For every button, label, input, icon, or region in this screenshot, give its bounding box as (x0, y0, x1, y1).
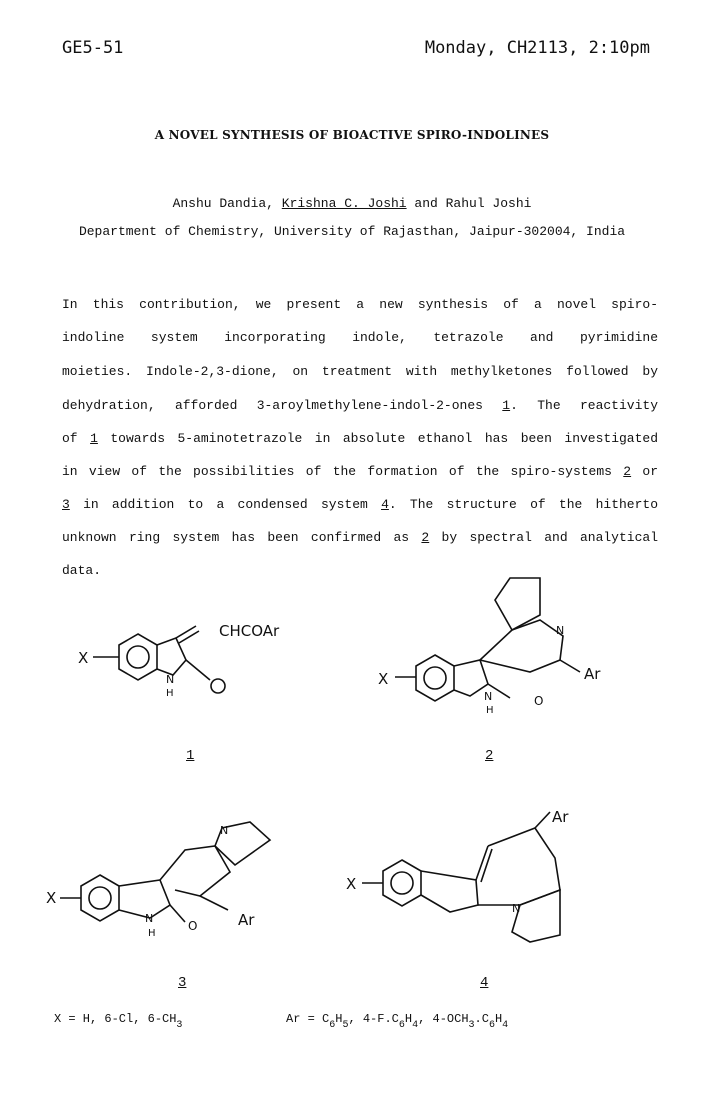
abstract-code: GE5-51 (62, 38, 124, 58)
compound-number: 2 (485, 748, 494, 764)
text: by spectral and analytical (429, 530, 658, 545)
abstract-line: In this contribution, we present a new synthesis of a novel spiro- (62, 297, 658, 312)
subscript: 4 (412, 1020, 419, 1031)
text: H (335, 1012, 343, 1026)
x-label: X (346, 875, 357, 893)
x-definition (54, 1012, 182, 1031)
text: dehydration, afforded 3-aroylmethylene-indol-2-ones (62, 398, 503, 413)
text: H (494, 1012, 503, 1026)
compound-ref: 2 (421, 530, 430, 545)
h-label: H (486, 705, 494, 716)
compound-ref: 3 (62, 497, 70, 512)
compound-number: 3 (178, 975, 187, 991)
n-label: N (220, 824, 229, 837)
author: Anshu Dandia, (172, 196, 282, 211)
text: . The structure of the hitherto (388, 497, 658, 512)
o-label: O (534, 694, 544, 708)
abstract-line: indoline system incorporating indole, tetrazole and pyrimidine (62, 330, 658, 345)
text: Ar = C (286, 1012, 330, 1026)
text: .C (474, 1012, 489, 1026)
x-label: X (378, 670, 389, 688)
h-label: H (166, 688, 174, 699)
page-title: A NOVEL SYNTHESIS OF BIOACTIVE SPIRO-INDOLINES (154, 128, 550, 142)
x-label: X (78, 649, 89, 667)
n-label: N (556, 624, 565, 637)
abstract-line: data. (62, 563, 102, 578)
text: H (404, 1012, 413, 1026)
text: , 4-F.C (348, 1012, 399, 1026)
subscript: 6 (488, 1020, 495, 1031)
text: . The reactivity (510, 398, 658, 413)
h-label: H (148, 928, 156, 939)
n-label: N (484, 690, 493, 703)
compound-ref: 1 (90, 431, 98, 446)
subscript: 6 (398, 1020, 405, 1031)
ar-label: Ar (552, 808, 569, 826)
text: in view of the possibilities of the formation of the spiro-systems (62, 464, 624, 479)
substituent-label: CHCOAr (219, 622, 280, 640)
text: or (631, 464, 659, 479)
compound-ref: 1 (502, 398, 511, 413)
compound-number: 4 (480, 975, 489, 991)
structure-2 (378, 578, 601, 716)
text: of (62, 431, 91, 446)
n-label: N (145, 912, 154, 925)
affiliation: Department of Chemistry, University of Rajasthan, Jaipur-302004, India (78, 224, 626, 239)
structure-3 (46, 822, 270, 939)
ar-label: Ar (238, 911, 255, 929)
n-label: N (512, 902, 521, 915)
text: in addition to a condensed system (69, 497, 382, 512)
session-info: Monday, CH2113, 2:10pm (424, 38, 650, 58)
structure-4 (346, 808, 569, 942)
o-label: O (188, 919, 198, 933)
ar-definition (286, 1012, 508, 1031)
n-label: N (166, 673, 175, 686)
presenting-author: Krishna C. Joshi (281, 196, 407, 211)
author: and Rahul Joshi (406, 196, 532, 211)
subscript: 6 (329, 1020, 336, 1031)
text: X = H, 6-Cl, 6-CH (54, 1012, 177, 1026)
subscript: 4 (502, 1020, 509, 1031)
structure-1 (78, 622, 280, 699)
subscript: 3 (468, 1020, 475, 1031)
abstract-line: moieties. Indole-2,3-dione, on treatment with methylketones followed by (62, 364, 658, 379)
compound-number: 1 (186, 748, 195, 764)
compound-ref: 4 (381, 497, 389, 512)
compound-ref: 2 (623, 464, 632, 479)
subscript: 5 (342, 1020, 349, 1031)
text: unknown ring system has been confirmed as (62, 530, 422, 545)
text: towards 5-aminotetrazole in absolute ethanol has been investigated (97, 431, 659, 446)
ar-label: Ar (584, 665, 601, 683)
text: , 4-OCH (418, 1012, 469, 1026)
subscript: 3 (176, 1020, 183, 1031)
x-label: X (46, 889, 57, 907)
